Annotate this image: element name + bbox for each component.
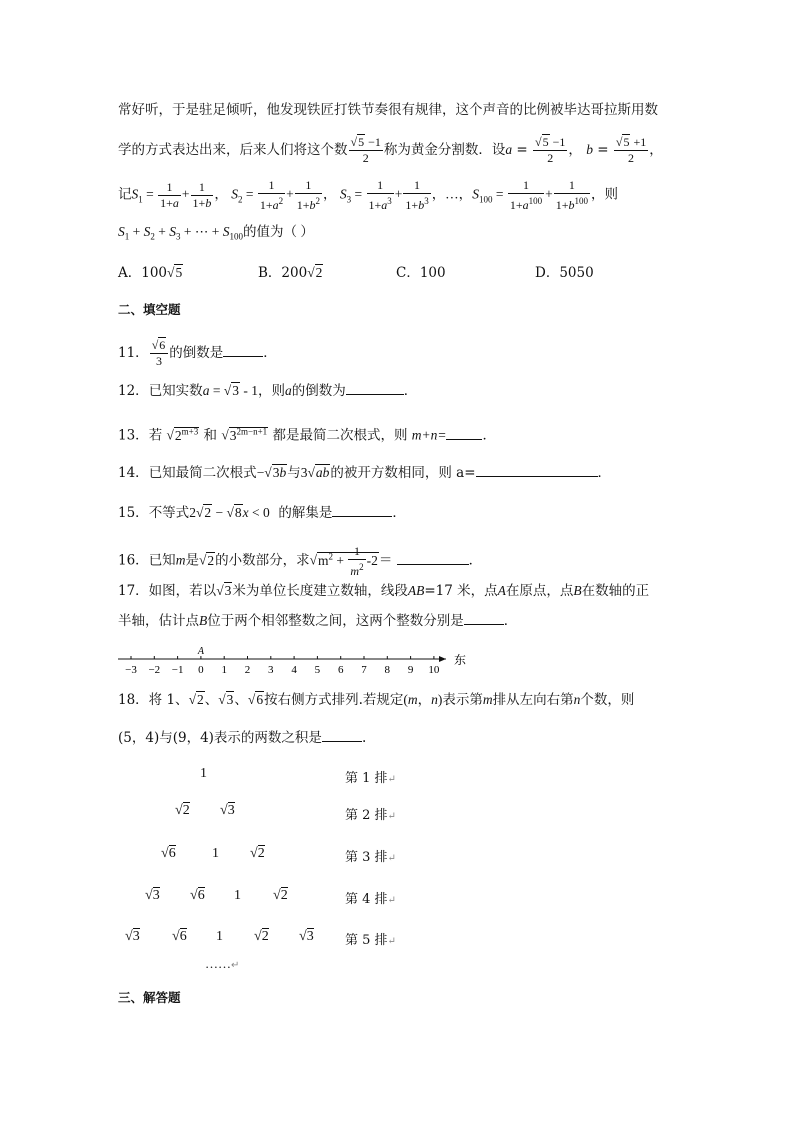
q10-line4: $S_1 + S_2 + S_3$ + ⋯ + $S_{100}$的值为（ ） <box>118 224 314 242</box>
axis-tick-label: 3 <box>268 664 274 676</box>
axis-tick-label: 6 <box>337 664 344 676</box>
q10-line1: 常好听，于是驻足倾听，他发现铁匠打铁节奏很有规律，这个声音的比例被毕达哥拉斯用数 <box>118 102 658 118</box>
row-label-3: 第 3 排↵ <box>345 850 396 865</box>
q15: 15．不等式2√2 − √8x < 0 的解集是 ． <box>118 505 406 521</box>
q16: 16．已知m是√2的小数部分，求$√m^2$ + $\frac{1}{m^2}$ -2＝ ． <box>118 544 483 578</box>
tri-r2: √3 <box>220 803 235 818</box>
q18-line2: (5，4)与(9，4)表示的两数之积是 . <box>118 730 367 746</box>
axis-tick-label: −1 <box>171 664 184 676</box>
tri-r3: √2 <box>250 846 265 861</box>
axis-tick-label: 7 <box>361 664 367 676</box>
tri-r3: √6 <box>161 846 176 861</box>
q10-line2: 学的方式表达出来，后来人们将这个数 $\frac{√5 -1}{2}$ 称为黄金分割数．设a = $\frac{√5 -1}{2}$ ， b = $\frac{√5 +1}{2}$ ， <box>118 135 663 165</box>
section-solve-heading: 三、解答题 <box>118 990 181 1005</box>
axis-tick-label: 2 <box>244 664 251 676</box>
axis-tick-label: −2 <box>148 664 161 676</box>
row-label-1: 第 1 排↵ <box>345 771 396 786</box>
tri-r1: 1 <box>200 766 207 781</box>
axis-tick-label: 1 <box>221 664 227 676</box>
tri-r4: √6 <box>190 888 205 903</box>
q12: 12．已知实数a = √3 - 1，则a的倒数为 ． <box>118 383 418 399</box>
tri-r5: √2 <box>254 929 269 944</box>
axis-tick-label: 10 <box>428 664 440 676</box>
q10-line3: 记$S_1$ = $\frac{1}{1+a}$ + $\frac{1}{1+b}$ ， $S_2$ = $\frac{1}{1+a^2}$ + $\frac{1}{1+b^2}$ ， $S_3$ = $\frac{1}{1+a^3}$ + $\frac{1}{1+b^3}$ ，…，$S_{100}$ = $\frac{1}{1+a^{100}}$ + $\frac{1}{1+b^{100}}$ ，则 <box>118 178 618 212</box>
tri-r4: 1 <box>234 888 241 903</box>
axis-tick-label: −3 <box>125 664 137 676</box>
option-d[interactable]: D．5050 <box>535 265 594 281</box>
q13: 13．若 $√2^{m+3}$ 和 $√3^{2m-n+1}$ 都是最简二次根式，则 m+n= ． <box>118 426 496 444</box>
q11: 11． $\frac{√6}{3}$ 的倒数是 ． <box>118 338 277 368</box>
axis-direction-label: 东 <box>454 653 467 667</box>
option-c[interactable]: C．100 <box>396 265 446 281</box>
row-label-5: 第 5 排↵ <box>345 933 396 948</box>
q17-line1: 17．如图，若以√3米为单位长度建立数轴，线段AB=17 米，点A在原点，点B在数轴的正 <box>118 583 650 599</box>
option-a[interactable]: A．100√5 <box>118 265 183 281</box>
row-label-2: 第 2 排↵ <box>345 808 396 823</box>
tri-r5: √3 <box>125 929 140 944</box>
number-line <box>0 638 794 678</box>
tri-r5: √3 <box>299 929 314 944</box>
tri-r2: √2 <box>175 803 190 818</box>
q14: 14．已知最简二次根式−√3b与3√ab的被开方数相同，则 a= ． <box>118 465 612 481</box>
axis-point-label: A <box>197 646 204 657</box>
tri-r4: √2 <box>273 888 288 903</box>
row-label-4: 第 4 排↵ <box>345 892 396 907</box>
option-b[interactable]: B．200√2 <box>258 265 323 281</box>
axis-tick-label: 8 <box>384 664 391 676</box>
axis-arrow <box>439 656 446 662</box>
tri-r3: 1 <box>212 846 219 861</box>
section-fill-heading: 二、填空题 <box>118 302 181 317</box>
tri-r4: √3 <box>145 888 160 903</box>
q17-line2: 半轴，估计点B位于两个相邻整数之间，这两个整数分别是 ． <box>118 613 518 629</box>
q18-line1: 18．将 1、√2、√3、√6按右侧方式排列.若规定(m，n)表示第m排从左向右第n个数，则 <box>118 692 635 708</box>
axis-tick-label: 4 <box>291 664 297 676</box>
axis-tick-label: 0 <box>198 664 204 676</box>
axis-tick-label: 9 <box>407 664 414 676</box>
axis-tick-label: 5 <box>314 664 321 676</box>
tri-r5: 1 <box>216 929 223 944</box>
tri-r5: √6 <box>172 929 187 944</box>
tri-dots: ……↵ <box>205 956 240 971</box>
